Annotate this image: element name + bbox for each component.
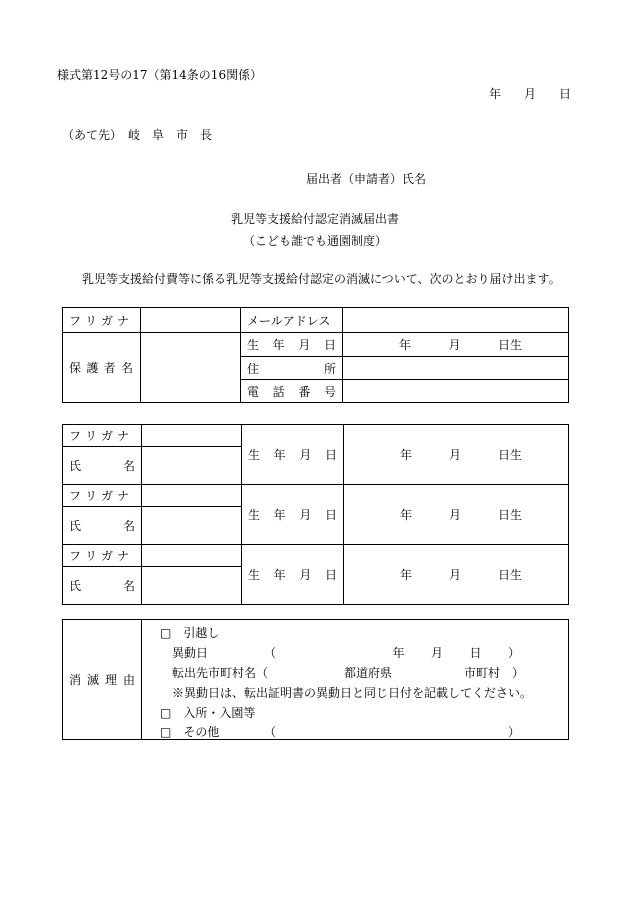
move-date-field[interactable]: （ 年 月 日 ） <box>264 646 520 660</box>
child-birthdate-field[interactable]: 年 月 日生 <box>344 545 569 605</box>
document-subtitle: （こども誰でも通園制度） <box>242 234 387 248</box>
child-name-label: 氏 名 <box>63 447 142 485</box>
intro-text: 乳児等支援給付費等に係る乳児等支援給付認定の消滅について、次のとおり届け出ます。 <box>82 272 561 286</box>
reason-option-other[interactable]: □ その他 <box>160 725 220 739</box>
child-furigana-field[interactable] <box>142 545 242 567</box>
reason-table <box>62 619 569 740</box>
child-birthdate-label: 生 年 月 日 <box>242 425 344 485</box>
destination-prefecture[interactable]: 都道府県 <box>344 666 393 680</box>
address-label: 住 所 <box>241 357 343 380</box>
move-date-label: 異動日 <box>172 646 209 660</box>
guardian-name-label: 保 護 者 名 <box>63 333 141 403</box>
child-name-field[interactable] <box>142 567 242 605</box>
destination-label: 転出先市町村名（ <box>172 666 269 680</box>
document-title: 乳児等支援給付認定消滅届出書 <box>230 212 399 226</box>
address-field[interactable] <box>343 357 569 380</box>
reason-options <box>142 620 569 740</box>
reason-option-admission[interactable]: □ 入所・入園等 <box>160 706 256 720</box>
phone-field[interactable] <box>343 380 569 403</box>
guardian-birthdate-label: 生 年 月 日 <box>241 333 343 357</box>
child-name-label: 氏 名 <box>63 507 142 545</box>
child-furigana-field[interactable] <box>142 425 242 447</box>
guardian-furigana-field[interactable] <box>141 308 241 333</box>
guardian-birthdate-field[interactable]: 年 月 日生 <box>343 333 569 357</box>
child-birthdate-field[interactable]: 年 月 日生 <box>344 425 569 485</box>
child-name-label: 氏 名 <box>63 567 142 605</box>
children-table <box>62 424 569 605</box>
addressee: （あて先） 岐 阜 市 長 <box>62 128 213 142</box>
reason-label: 消 滅 理 由 <box>63 620 142 740</box>
guardian-name-field[interactable] <box>141 333 241 403</box>
email-label: メールアドレス <box>241 308 343 333</box>
child-furigana-label: フ リ ガ ナ <box>63 425 142 447</box>
child-birthdate-label: 生 年 月 日 <box>242 545 344 605</box>
child-name-field[interactable] <box>142 507 242 545</box>
child-birthdate-field[interactable]: 年 月 日生 <box>344 485 569 545</box>
applicant-name-label: 届出者（申請者）氏名 <box>306 172 427 186</box>
other-reason-field[interactable]: （ ） <box>264 725 520 739</box>
reason-option-move[interactable]: □ 引越し <box>160 626 220 640</box>
child-furigana-label: フ リ ガ ナ <box>63 485 142 507</box>
guardian-table <box>62 307 569 403</box>
email-field[interactable] <box>343 308 569 333</box>
furigana-label: フ リ ガ ナ <box>63 308 141 333</box>
child-furigana-label: フ リ ガ ナ <box>63 545 142 567</box>
form-number: 様式第12号の17（第14条の16関係） <box>57 68 263 82</box>
child-furigana-field[interactable] <box>142 485 242 507</box>
child-birthdate-label: 生 年 月 日 <box>242 485 344 545</box>
destination-city[interactable]: 市町村 ） <box>464 666 525 680</box>
phone-label: 電 話 番 号 <box>241 380 343 403</box>
move-date-note: ※異動日は、転出証明書の異動日と同じ日付を記載してください。 <box>172 686 533 700</box>
submission-date: 年 月 日 <box>489 87 571 101</box>
child-name-field[interactable] <box>142 447 242 485</box>
